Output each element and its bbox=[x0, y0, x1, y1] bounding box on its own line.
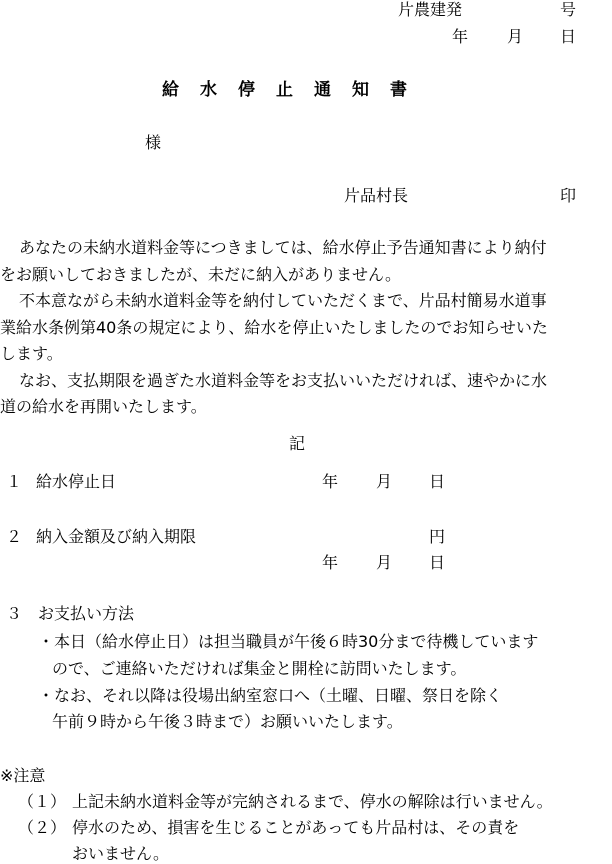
body-para1-line2: をお願いしておきましたが、未だに納入がありません。 bbox=[0, 265, 401, 284]
addressee-suffix: 様 bbox=[145, 133, 162, 152]
item3-label: お支払い方法 bbox=[38, 604, 135, 623]
item3-bullet1-line1: ・本日（給水停止日）は担当職員が午後６時30分まで待機しています bbox=[38, 632, 539, 651]
item3-bullet2-line1: ・なお、それ以降は役場出納室窓口へ（土曜、日曜、祭日を除く bbox=[38, 686, 503, 705]
item2-year-label: 年 bbox=[322, 553, 339, 572]
note1-text: 上記未納水道料金等が完納されるまで、停水の解除は行いません。 bbox=[72, 792, 553, 811]
body-para3-line2: 道の給水を再開いたします。 bbox=[0, 397, 207, 416]
body-para3-line1: なお、支払期限を過ぎた水道料金等をお支払いいただければ、速やかに水 bbox=[19, 371, 548, 390]
note1-number: （１） bbox=[18, 792, 67, 811]
item2-month-label: 月 bbox=[376, 553, 393, 572]
doc-number-prefix: 片農建発 bbox=[398, 0, 463, 19]
item1-day-label: 日 bbox=[429, 472, 446, 491]
doc-number-suffix: 号 bbox=[560, 0, 577, 19]
date-year-label: 年 bbox=[452, 27, 469, 46]
body-para1-line1: あなたの未納水道料金等につきましては、給水停止予告通知書により納付 bbox=[19, 238, 547, 257]
item2-yen-label: 円 bbox=[429, 527, 446, 546]
item2-label: 納入金額及び納入期限 bbox=[36, 527, 197, 546]
item2-number: ２ bbox=[6, 527, 23, 546]
item3-bullet2-line2: 午前９時から午後３時まで）お願いいたします。 bbox=[52, 712, 403, 731]
item1-label: 給水停止日 bbox=[36, 472, 117, 491]
note2-number: （２） bbox=[18, 818, 67, 837]
body-para2-line3: します。 bbox=[0, 344, 63, 363]
item1-number: １ bbox=[6, 472, 23, 491]
item2-day-label: 日 bbox=[429, 553, 446, 572]
note2-line2: おいません。 bbox=[72, 844, 169, 863]
seal-mark: 印 bbox=[560, 186, 577, 205]
body-para2-line2: 業給水条例第40条の規定により、給水を停止いたしましたのでお知らせいた bbox=[0, 318, 548, 337]
notes-heading: ※注意 bbox=[0, 766, 46, 785]
body-para2-line1: 不本意ながら未納水道料金等を納付していただくまで、片品村簡易水道事 bbox=[19, 291, 547, 310]
item3-number: ３ bbox=[6, 604, 23, 623]
ki-heading: 記 bbox=[289, 434, 306, 453]
item1-month-label: 月 bbox=[376, 472, 393, 491]
date-month-label: 月 bbox=[507, 27, 524, 46]
sender-name: 片品村長 bbox=[344, 186, 409, 205]
date-day-label: 日 bbox=[560, 27, 577, 46]
document-title: 給水停止通知書 bbox=[162, 80, 428, 100]
item1-year-label: 年 bbox=[322, 472, 339, 491]
item3-bullet1-line2: ので、ご連絡いただければ集金と開栓に訪問いたします。 bbox=[52, 659, 467, 678]
note2-line1: 停水のため、損害を生じることがあっても片品村は、その責を bbox=[72, 818, 520, 837]
